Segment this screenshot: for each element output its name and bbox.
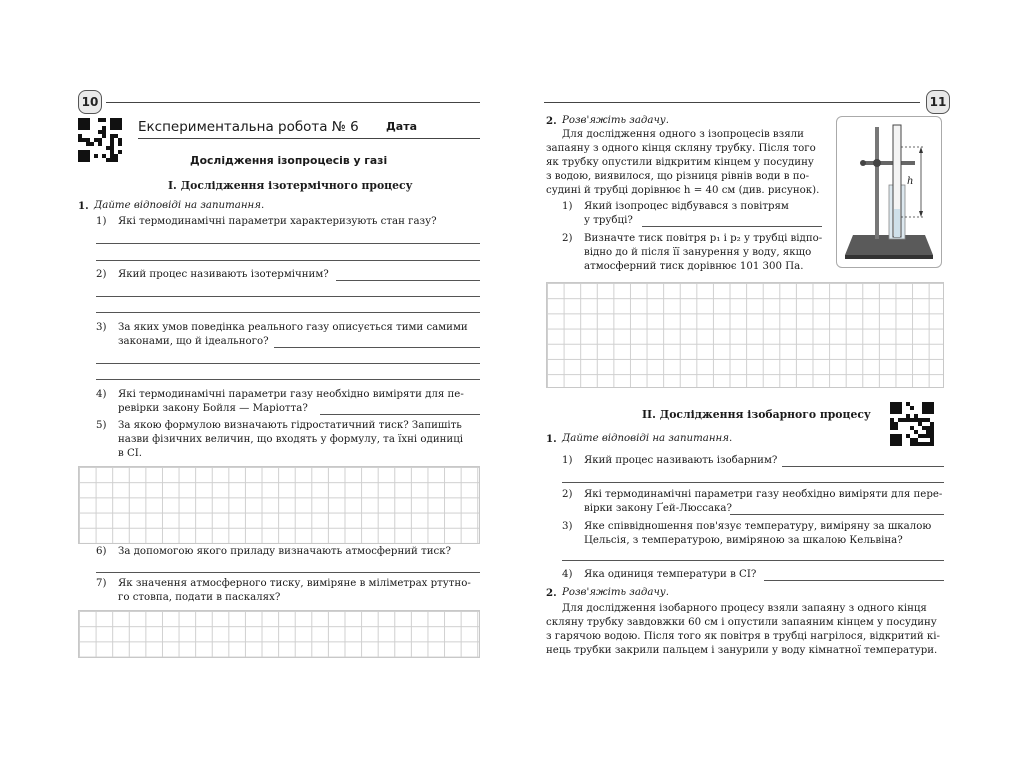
question-text: Який процес називають ізотермічним? [118,269,329,280]
page-number-left: 10 [78,90,102,114]
question-text: у трубці? [584,215,633,226]
date-label: Дата [386,120,418,133]
problem-text: Для дослідження ізобарного процесу взяли запаяну з одного кінця [562,603,927,614]
header-rule [544,102,920,103]
question-number: 6) [96,546,107,557]
qr-code-icon [890,402,934,446]
task-title: Дайте відповіді на запитання. [562,433,733,444]
answer-line[interactable] [562,560,944,561]
question-text: За яких умов поведінка реального газу описується тими самими [118,322,468,333]
task-number: 2. [546,115,557,127]
answer-line[interactable] [730,514,944,515]
question-text: Яке співвідношення пов'язує температуру, виміряну за шкалою [584,521,932,532]
question-text: атмосферний тиск дорівнює 101 300 Па. [584,261,804,272]
answer-grid[interactable] [78,610,480,658]
question-number: 1) [96,216,107,227]
answer-line[interactable] [274,347,480,348]
question-text: го стовпа, подати в паскалях? [118,592,281,603]
problem-text: як трубку опустили відкритим кінцем у посудину [546,157,814,168]
problem-text: з гарячою водою. Після того як повітря в трубці нагрілося, відкритий кі- [546,631,940,642]
question-number: 2) [562,489,573,500]
question-text: Яка одиниця температури в СІ? [584,569,757,580]
question-text: Які термодинамічні параметри газу необхідно виміряти для пе- [118,389,464,400]
question-number: 3) [562,521,573,532]
experiment-figure [836,116,942,268]
problem-text: скляну трубку завдовжки 60 см і опустили запаяним кінцем у посудину [546,617,937,628]
question-text: Як значення атмосферного тиску, виміряне в міліметрах ртутно- [118,578,471,589]
answer-line[interactable] [96,260,480,261]
question-number: 7) [96,578,107,589]
task-number: 1. [546,433,557,445]
problem-text: судині й трубці дорівнює h = 40 см (див. рисунок). [546,185,820,196]
question-text: Визначте тиск повітря p₁ і p₂ у трубці відпо- [584,233,823,244]
section-title: I. Дослідження ізотермічного процесу [168,179,413,192]
question-text: Цельсія, з температурою, виміряною за шкалою Кельвіна? [584,535,903,546]
header-rule [106,102,480,103]
answer-line[interactable] [562,482,944,483]
question-text: За допомогою якого приладу визначають атмосферний тиск? [118,546,452,557]
question-text: Який ізопроцес відбувався з повітрям [584,201,789,212]
question-number: 1) [562,201,573,212]
problem-text: нець трубки закрили пальцем і занурили у воду кімнатної температури. [546,645,938,656]
question-number: 4) [96,389,107,400]
answer-grid[interactable] [546,282,944,388]
qr-code-icon [78,118,122,162]
question-number: 2) [96,269,107,280]
answer-line[interactable] [642,226,822,227]
question-text: назви фізичних величин, що входять у формулу, та їхні одиниці [118,434,464,445]
problem-text: запаяну з одного кінця скляну трубку. Після того [546,143,816,154]
section-title: II. Дослідження ізобарного процесу [642,408,871,421]
page-title: Експериментальна робота № 6 [138,119,359,135]
stand-tube-illustration [837,117,941,267]
question-text: Які термодинамічні параметри характеризують стан газу? [118,216,437,227]
answer-line[interactable] [320,414,480,415]
question-text: Які термодинамічні параметри газу необхідно виміряти для пере- [584,489,943,500]
task-title: Дайте відповіді на запитання. [94,200,265,211]
task-number: 1. [78,200,89,212]
question-text: відно до й після її занурення у воду, якщо [584,247,812,258]
answer-line[interactable] [96,243,480,244]
left-page [74,86,486,676]
answer-line[interactable] [764,580,944,581]
answer-line[interactable] [96,379,480,380]
answer-line[interactable] [336,280,480,281]
question-text: За якою формулою визначають гідростатичний тиск? Запишіть [118,420,462,431]
task-number: 2. [546,587,557,599]
answer-grid[interactable] [78,466,480,544]
page-number-right: 11 [926,90,950,114]
question-number: 1) [562,455,573,466]
answer-line[interactable] [96,572,480,573]
answer-line[interactable] [96,312,480,313]
answer-line[interactable] [782,466,944,467]
task-title: Розв'яжіть задачу. [562,587,669,598]
task-title: Розв'яжіть задачу. [562,115,669,126]
right-page [538,86,950,676]
question-number: 2) [562,233,573,244]
title-underline [138,138,480,139]
answer-line[interactable] [96,296,480,297]
answer-line[interactable] [96,363,480,364]
question-number: 3) [96,322,107,333]
question-text: законами, що й ідеального? [118,336,269,347]
question-number: 5) [96,420,107,431]
question-number: 4) [562,569,573,580]
question-text: Який процес називають ізобарним? [584,455,778,466]
question-text: в СІ. [118,448,143,459]
problem-text: Для дослідження одного з ізопроцесів взяли [562,129,804,140]
question-text: ревірки закону Бойля — Маріотта? [118,403,308,414]
height-label: h [907,176,914,187]
question-text: вірки закону Ґей-Люссака? [584,503,732,514]
problem-text: з водою, виявилося, що різниця рівнів води в по- [546,171,810,182]
topic-title: Дослідження ізопроцесів у газі [190,154,388,167]
